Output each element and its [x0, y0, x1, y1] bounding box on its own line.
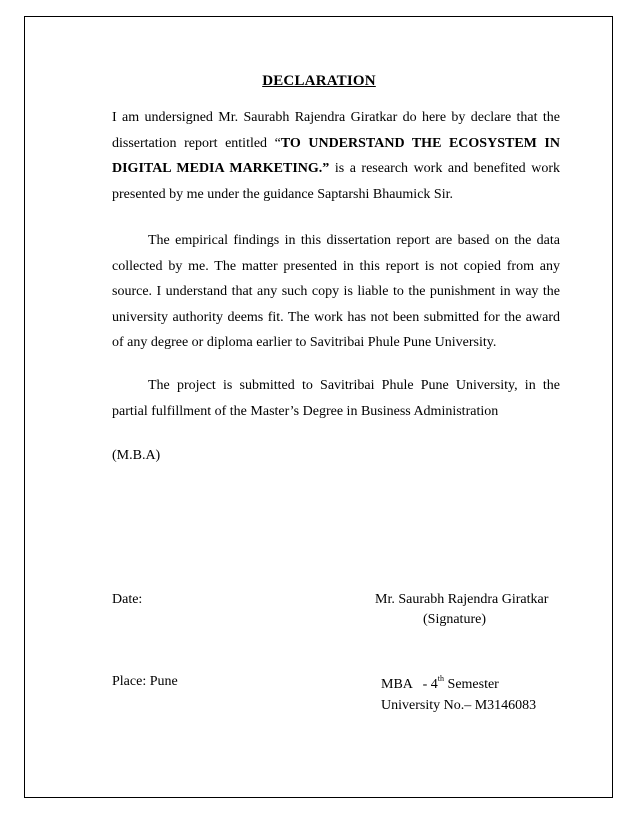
date-label: Date: — [112, 592, 143, 607]
signatory-name: Mr. Saurabh Rajendra Giratkar — [375, 592, 549, 607]
page-title: DECLARATION — [262, 73, 376, 89]
semester-ordinal: th — [437, 674, 445, 683]
semester-line — [381, 674, 499, 693]
declaration-paragraph — [112, 105, 560, 207]
report-title: TO UNDERSTAND THE ECOSYSTEM IN DIGITAL MEDIA MARKETING.” — [112, 135, 560, 176]
semester-label: Semester — [444, 677, 499, 692]
declaration-rest: is a research work and benefited work presented by me under the guidance Saptarshi Bhaumick Sir. — [112, 161, 560, 202]
declaration-intro: I am undersigned Mr. Saurabh Rajendra Giratkar do here by declare that the dissertation report entitled “ — [112, 110, 560, 151]
findings-paragraph: The empirical findings in this dissertation report are based on the data collected by me. The matter presented in this report is not copied from any source. I understand that any such copy is liable to the punishment in way the university authority deems fit. The work has not been submitted for the award of any degree or diploma earlier to Savitribai Phule Pune University. — [112, 233, 560, 350]
university-number: University No.– M3146083 — [381, 698, 537, 713]
submission-paragraph: The project is submitted to Savitribai Phule Pune University, in the partial fulfillment of the Master’s Degree in Business Administration — [112, 378, 560, 419]
place-label: Place: Pune — [112, 674, 178, 689]
degree-abbreviation: (M.B.A) — [112, 448, 161, 463]
semester-prefix: MBA - 4 — [381, 677, 438, 692]
signature-label: (Signature) — [423, 612, 486, 627]
